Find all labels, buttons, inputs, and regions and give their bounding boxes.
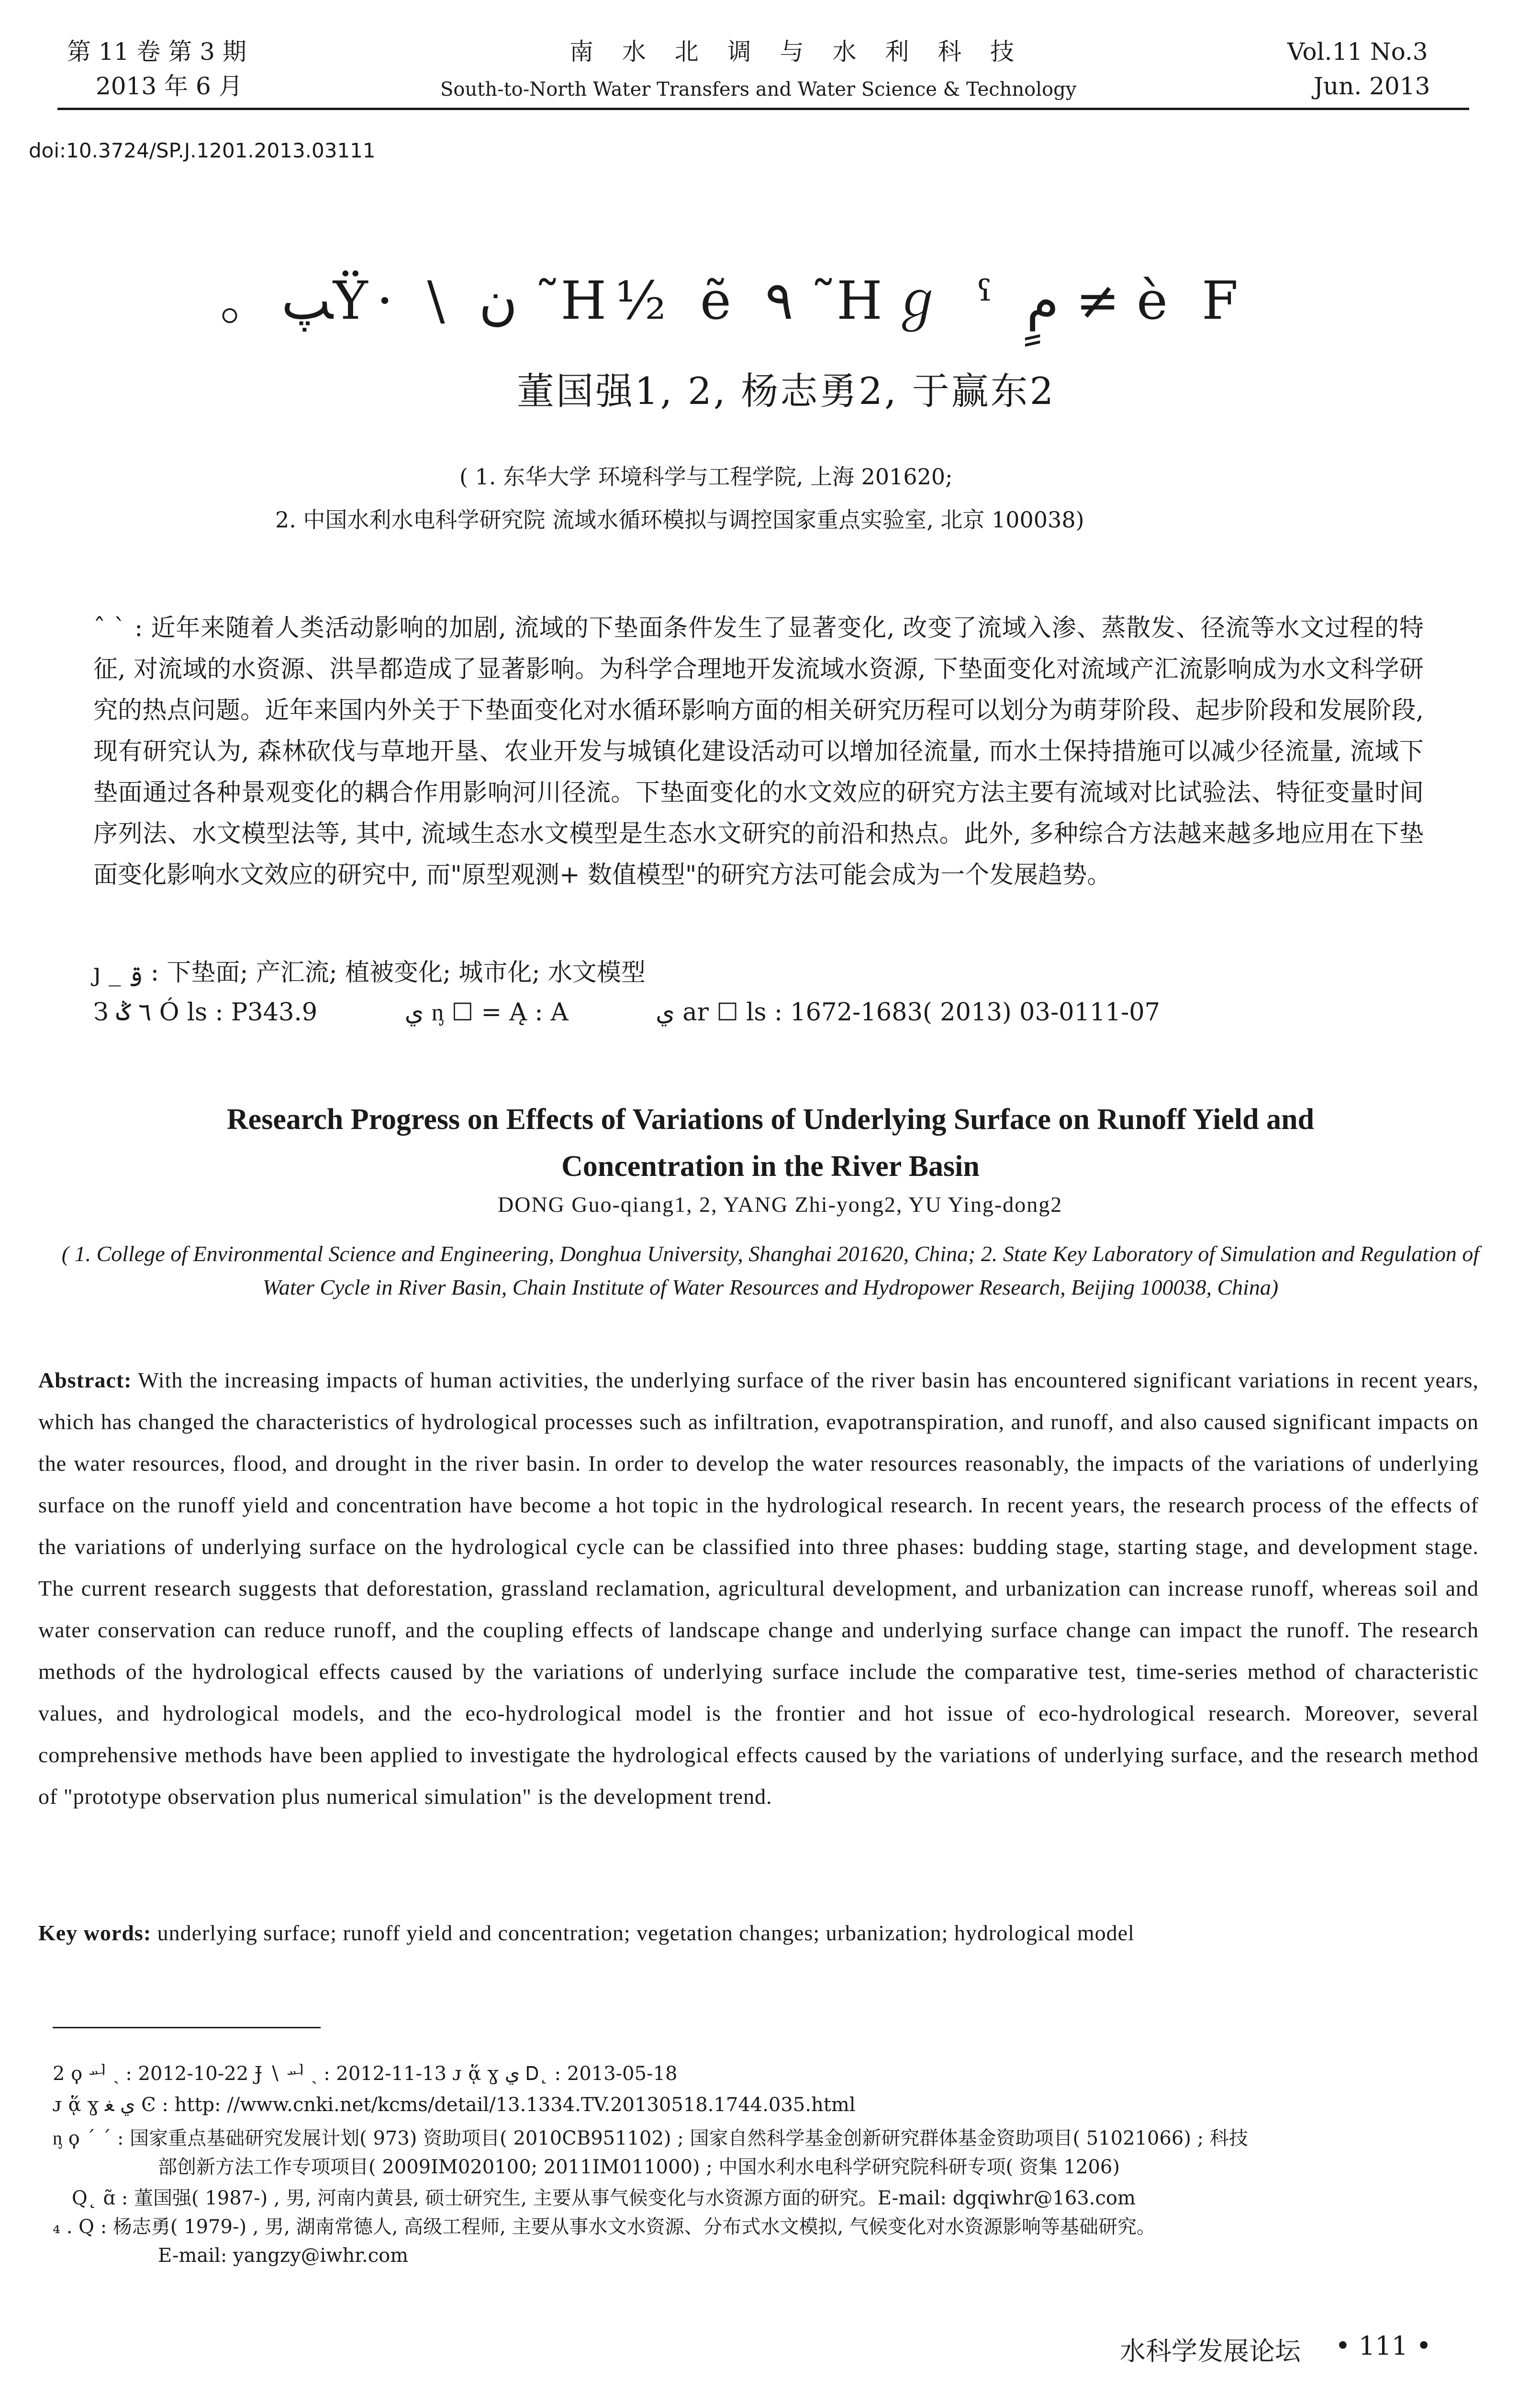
abstract-en-text: With the increasing impacts of human activities, the underlying surface of the river basin has encountered significant variations in recent years, which has changed the characteristics of hydrological processes such as infiltration, evapotranspiration, and runoff, and also caused significant impacts on the water resources, flood, and drought in the river basin. In order to develop the water resources reasonably, the impacts of the variations of underlying surface on the runoff yield and concentration have become a hot topic in the hydrological research. In recent years, the research process of the effects of the variations of underlying surface on the hydrological cycle can be classified into three phases: budding stage, starting stage, and development stage. The current research suggests that deforestation, grassland reclamation, agricultural development, and urbanization can increase runoff, whereas soil and water conservation can reduce runoff, and the coupling effects of landscape change and underlying surface change can impact the runoff. The research methods of the hydrological effects caused by the variations of underlying surface include the comparative test, time-series method of characteristic values, and hydrological models, and the eco-hydrological model is the frontier and hot issue of eco-hydrological research. Moreover, several comprehensive methods have been applied to investigate the hydrological effects caused by the variations of underlying surface, and the research method of "prototype observation plus numerical simulation" is the development trend. [38, 1368, 1479, 1809]
volume-issue-cn: 第 11 卷 第 3 期 [67, 38, 246, 66]
footnote-dates: 2 ϙ ᆈ ˎ : 2012-10-22 Ɉ ∖ ᆈ ˎ : 2012-11-13 ᴊ ᾅ ɣ ي Ꭰ˛ : 2013-05-18 [53, 2063, 678, 2085]
abstract-cn-label: ˆ ˋ [93, 614, 126, 642]
affiliation-cn-line2: 2. 中国水利水电科学研究院 流域水循环模拟与调控国家重点实验室, 北京 100038) [275, 507, 1084, 533]
affiliation-cn-line1: ( 1. 东华大学 环境科学与工程学院, 上海 201620; [459, 464, 953, 490]
clc-number: : P343.9 [215, 998, 318, 1027]
footnote-author1: Q˛ ɑ̃ : 董国强( 1987-) , 男, 河南内黄县, 硕士研究生, 主要从事气候变化与水资源方面的研究。E-mail: dgqiwhr@163.com [72, 2187, 1136, 2209]
footer-section: 水科学发展论坛 [1120, 2336, 1301, 2366]
affiliation-en: ( 1. College of Environmental Science and Engineering, Donghua University, Shanghai 201620, China; 2. State Key Laboratory of Simulation and Regulation of Water Cycle in River Basin, Chain Institute of Water Resources and Hydropower Research, Beijing 100038, China) [61, 1241, 1480, 1299]
abstract-en-label: Abstract: [38, 1368, 132, 1392]
footnote-url: ᴊ ᾅ ɣ ي ﻐ Ͼ : http: //www.cnki.net/kcms/detail/13.1334.TV.20130518.1744.035.html [53, 2094, 856, 2116]
page-number: • 111 • [1335, 2331, 1432, 2361]
authors-cn: 董国强1, 2, 杨志勇2, 于赢东2 [517, 370, 1056, 413]
page-title-cn: 。ﭗŸ· \ ن ˜H½ ẽ ٩ ˜Hℊ ˁ ﻡٍ ≠ è F [220, 270, 1247, 331]
doc-code: : A [535, 998, 569, 1027]
doi: doi:10.3724/SP.J.1201.2013.03111 [29, 139, 376, 162]
footnote-author2-line2: E-mail: yangzy@iwhr.com [158, 2245, 409, 2267]
authors-en: DONG Guo-qiang1, 2, YANG Zhi-yong2, YU Ying-dong2 [498, 1192, 1063, 1217]
footnote-fund-line2: 部创新方法工作专项项目( 2009IM020100; 2011IM011000) ; 中国水利水电科学研究院科研专项( 资集 1206) [158, 2156, 1120, 2178]
footnote-fund-line1: ᶇ ϙ ˊ ˊ : 国家重点基础研究发展计划( 973) 资助项目( 2010CB951102) ; 国家自然科学基金创新研究群体基金资助项目( 51021066) ; 科技 [53, 2127, 1248, 2149]
header-rule [57, 108, 1469, 110]
keywords-en [38, 1912, 1479, 1954]
journal-title-cn: 南 水 北 调 与 水 利 科 技 [569, 38, 1025, 66]
footnote-author2-line1: ₄ . Q : 杨志勇( 1979-) , 男, 湖南常德人, 高级工程师, 主要从事水文水资源、分布式水文模拟, 气候变化对水资源影响等基础研究。 [53, 2216, 1156, 2238]
date-en: Jun. 2013 [1314, 72, 1430, 100]
abstract-cn [93, 608, 1424, 896]
journal-title-en: South-to-North Water Transfers and Water Science & Technology [440, 78, 1077, 101]
clc-label: З ٦ ݣ Ó ls [93, 998, 208, 1027]
article-no: : 1672-1683( 2013) 03-0111-07 [774, 998, 1161, 1027]
date-cn: 2013 年 6 月 [96, 72, 243, 100]
abstract-en [38, 1359, 1479, 1817]
doc-code-label: ي ᶇ ☐ = Ą [404, 998, 527, 1027]
keywords-en-label: Key words: [38, 1921, 152, 1945]
keywords-cn-text: : 下垫面; 产汇流; 植被变化; 城市化; 水文模型 [150, 959, 646, 987]
keywords-cn-label: ȷ _ ۊ [93, 959, 143, 987]
volume-issue-en: Vol.11 No.3 [1287, 38, 1428, 66]
keywords-en-text: underlying surface; runoff yield and concentration; vegetation changes; urbanization; hydrological model [157, 1921, 1135, 1945]
keywords-cn [93, 952, 646, 988]
footnote-rule [53, 2027, 321, 2028]
article-no-label: ي ar ☐ ls [656, 998, 767, 1027]
abstract-cn-text: : 近年来随着人类活动影响的加剧, 流域的下垫面条件发生了显著变化, 改变了流域入渗、蒸散发、径流等水文过程的特征, 对流域的水资源、洪旱都造成了显著影响。为科学合理地开发流域水资源, 下垫面变化对流域产汇流影响成为水文科学研究的热点问题。近年来国内外关于下垫面变化对水循环影响方面的相关研究历程可以划分为萌芽阶段、起步阶段和发展阶段, 现有研究认为, 森林砍伐与草地开垦、农业开发与城镇化建设活动可以增加径流量, 而水土保持措施可以减少径流量, 流域下垫面通过各种景观变化的耦合作用影响河川径流。下垫面变化的水文效应的研究方法主要有流域对比试验法、特征变量时间序列法、水文模型法等, 其中, 流域生态水文模型是生态水文研究的前沿和热点。此外, 多种综合方法越来越多地应用在下垫面变化影响水文效应的研究中, 而"原型观测+ 数值模型"的研究方法可能会成为一个发展趋势。 [93, 614, 1424, 889]
classification-row [93, 998, 1160, 1027]
page-title-en: Research Progress on Effects of Variations of Underlying Surface on Runoff Yield and Concentration in the River Basin [226, 1103, 1315, 1183]
